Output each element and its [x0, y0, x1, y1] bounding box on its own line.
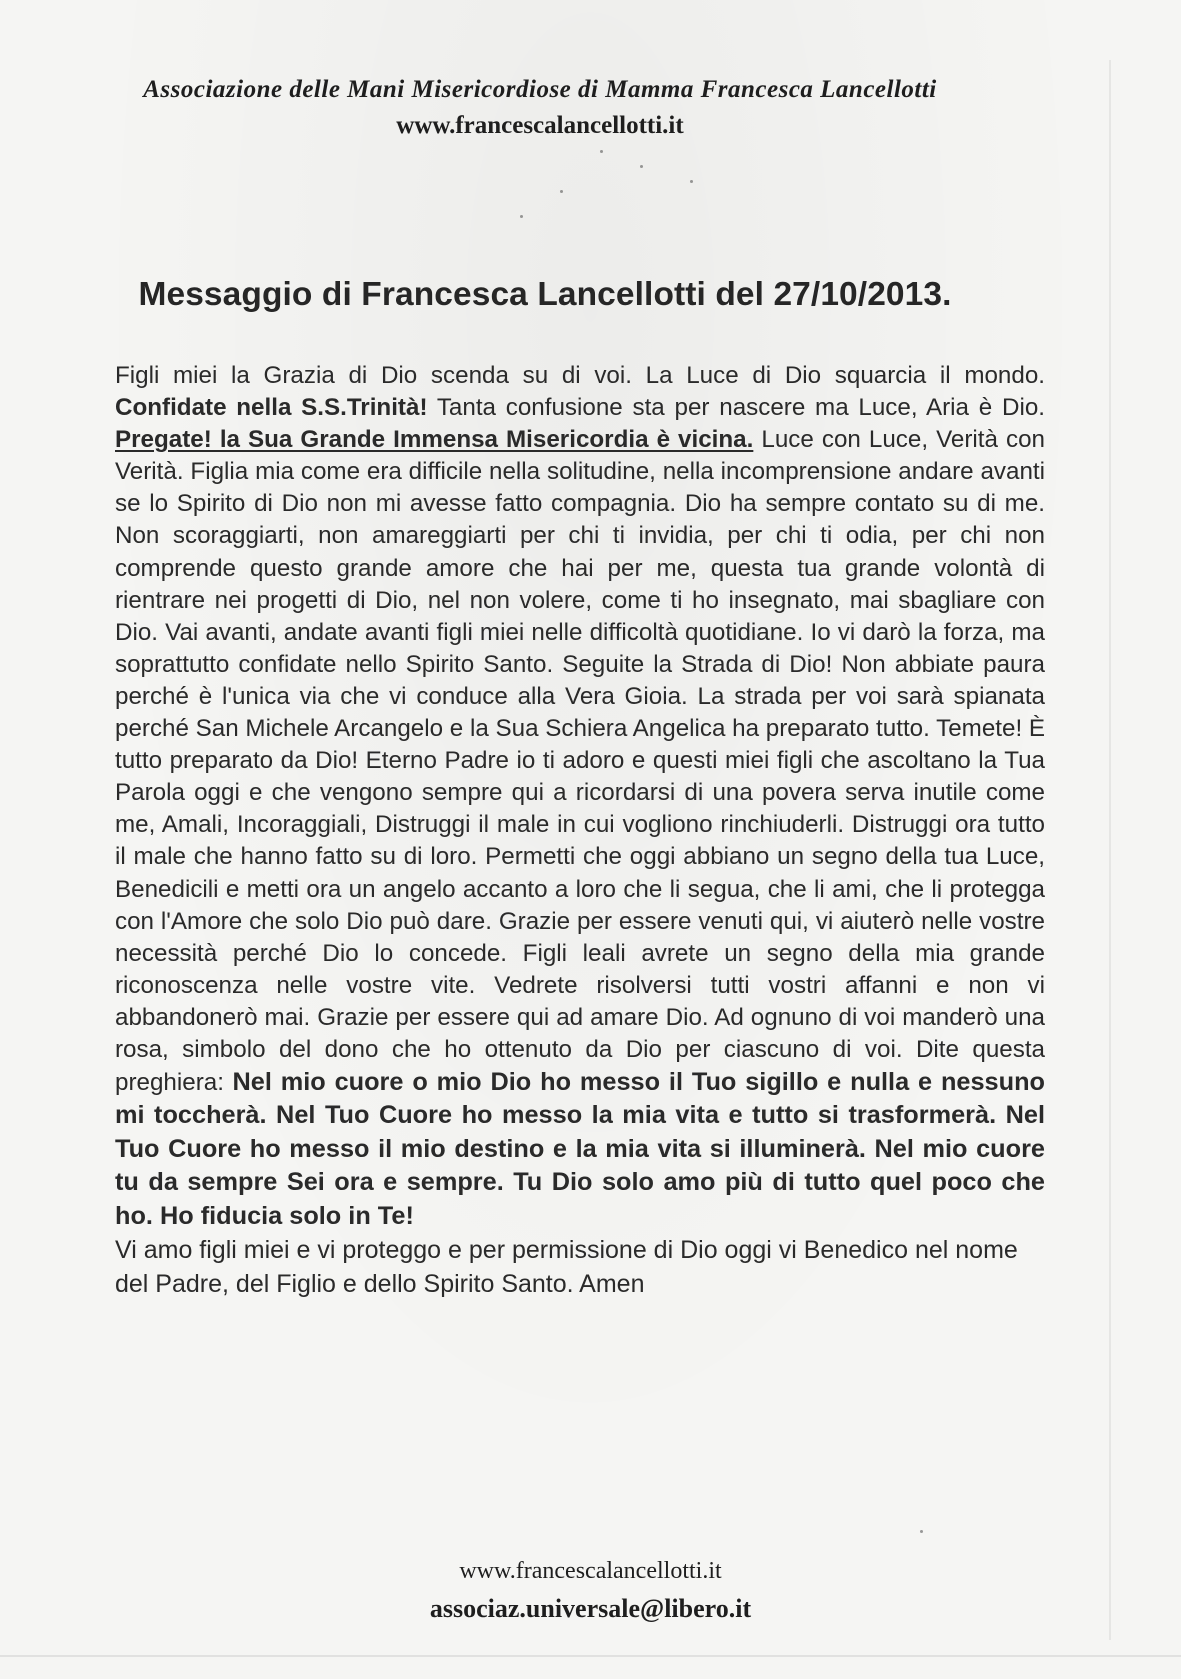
closing-text: Vi amo figli miei e vi proteggo e per permissione di Dio oggi vi Benedico nel nome del Padre, del Figlio e dello Spirito Santo. Amen	[115, 1236, 1018, 1299]
association-name: Associazione delle Mani Misericordiose di Mamma Francesca Lancellotti	[143, 76, 937, 103]
message-text-2: Tanta confusione sta per nascere ma Luce, Aria è Dio.	[427, 394, 1045, 422]
scan-speck	[920, 1530, 923, 1533]
scan-speck	[520, 215, 523, 218]
message-bold-trinity: Confidate nella S.S.Trinità!	[115, 394, 428, 422]
message-text-1: Figli miei la Grazia di Dio scenda su di voi. La Luce di Dio squarcia il mondo.	[115, 362, 1045, 389]
message-text-3: Luce con Luce, Verità con Verità. Figlia mia come era difficile nella solitudine, nella incomprensione andare avanti se lo Spirito di Dio non mi avesse fatto compagnia. Dio ha sempre contato su di me. Non scoraggiarti, non amareggiarti per chi ti invidia, per chi ti odia, per chi non comprende questo grande amore che hai per me, questa tua grande volontà di rientrare nei progetti di Dio, nel non volere, come ti ho insegnato, mai sbagliare con Dio. Vai avanti, andate avanti figli miei nelle difficoltà quotidiane. Io vi darò la forza, ma soprattutto confidate nello Spirito Santo. Seguite la Strada di Dio! Non abbiate paura perché è l'unica via che vi conduce alla Vera Gioia. La strada per voi sarà spianata perché San Michele Arcangelo e la Sua Schiera Angelica ha preparato tutto. Temete! È tutto preparato da Dio! Eterno Padre io ti adoro e questi miei figli che ascoltano la Tua Parola oggi e che vengono sempre qui a ricordarsi di una povera serva inutile come me, Amali, Incoraggiali, Distruggi il male in cui vogliono rinchiuderli. Distruggi ora tutto il male che hanno fatto su di loro. Permetti che oggi abbiano un segno della tua Luce, Benedicili e metti ora un angelo accanto a loro che li segua, che li ami, che li protegga con l'Amore che solo Dio può dare. Grazie per essere venuti qui, vi aiuterò nelle vostre necessità perché Dio lo concede. Figli leali avrete un segno della mia grande riconoscenza nelle vostre vite. Vedrete risolversi tutti vostri affanni e non vi abbandonerò mai. Grazie per essere qui ad amare Dio. Ad ognuno di voi manderò una rosa, simbolo del dono che ho ottenuto da Dio per ciascuno di voi. Dite questa preghiera:	[115, 426, 1046, 1097]
page-title: Messaggio di Francesca Lancellotti del 27/10/2013.	[138, 276, 952, 313]
header-website: www.francescalancellotti.it	[396, 112, 684, 139]
message-underlined-pray: Pregate! la Sua Grande Immensa Misericordia è vicina.	[115, 426, 754, 454]
message-body	[115, 360, 1045, 1301]
scan-edge-right	[1109, 60, 1111, 1640]
prayer-text: Nel mio cuore o mio Dio ho messo il Tuo sigillo e nulla e nessuno mi toccherà. Nel Tuo Cuore ho messo la mia vita e tutto si trasformerà. Nel Tuo Cuore ho messo il mio destino e la mia vita si illuminerà. Nel mio cuore tu da sempre Sei ora e sempre. Tu Dio solo amo più di tutto quel poco che ho. Ho fiducia solo in Te!	[115, 1068, 1045, 1230]
scan-edge-bottom	[0, 1655, 1181, 1657]
footer-email: associaz.universale@libero.it	[429, 1594, 752, 1623]
footer-website: www.francescalancellotti.it	[459, 1558, 722, 1584]
scan-speck	[690, 180, 693, 183]
scan-speck	[560, 190, 563, 193]
scan-speck	[640, 165, 643, 168]
message-paragraph	[115, 360, 1045, 1233]
scan-speck	[600, 150, 603, 153]
